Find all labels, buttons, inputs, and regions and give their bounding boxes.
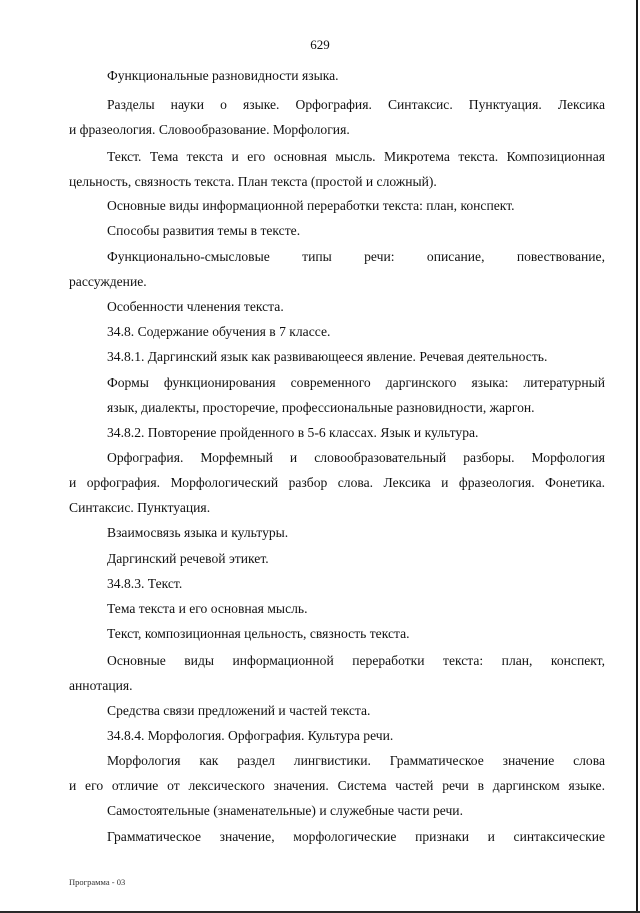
- text-line: аннотация.: [69, 678, 133, 693]
- text-line: Основные виды информационной переработки текста: план, конспект.: [107, 198, 515, 213]
- page-number: 629: [310, 37, 330, 52]
- text-line: и его отличие от лексического значения. Система частей речи в даргинском языке.: [69, 778, 605, 793]
- text-line: 34.8.2. Повторение пройденного в 5-6 классах. Язык и культура.: [107, 425, 479, 440]
- text-line: 34.8.3. Текст.: [107, 576, 183, 591]
- text-line: рассуждение.: [69, 274, 147, 289]
- text-line: Формы функционирования современного даргинского языка: литературный: [107, 375, 605, 390]
- text-line: Средства связи предложений и частей текста.: [107, 703, 371, 718]
- text-line: цельность, связность текста. План текста (простой и сложный).: [69, 174, 437, 189]
- text-line: Текст, композиционная цельность, связность текста.: [107, 626, 410, 641]
- text-line: Даргинский речевой этикет.: [107, 551, 269, 566]
- text-line: 34.8.4. Морфология. Орфография. Культура речи.: [107, 728, 394, 743]
- text-line: язык, диалекты, просторечие, профессиональные разновидности, жаргон.: [107, 400, 535, 415]
- text-line: 34.8. Содержание обучения в 7 классе.: [107, 324, 331, 339]
- text-line: и фразеология. Словообразование. Морфология.: [69, 122, 350, 137]
- text-line: Функциональные разновидности языка.: [107, 68, 339, 83]
- text-line: Функционально-смысловые типы речи: описание, повествование,: [107, 249, 605, 264]
- text-line: Основные виды информационной переработки текста: план, конспект,: [107, 653, 605, 668]
- text-line: Морфология как раздел лингвистики. Грамматическое значение слова: [107, 753, 605, 768]
- text-line: Особенности членения текста.: [107, 299, 284, 314]
- text-line: Грамматическое значение, морфологические признаки и синтаксические: [107, 829, 605, 844]
- text-line: 34.8.1. Даргинский язык как развивающееся явление. Речевая деятельность.: [107, 349, 548, 364]
- text-line: Орфография. Морфемный и словообразовательный разборы. Морфология: [107, 450, 605, 465]
- footer-label: Программа - 03: [69, 877, 126, 887]
- text-line: Тема текста и его основная мысль.: [107, 601, 308, 616]
- text-line: Самостоятельные (знаменательные) и служебные части речи.: [107, 803, 463, 818]
- page-edge-right: [636, 0, 638, 913]
- text-line: Взаимосвязь языка и культуры.: [107, 525, 289, 540]
- text-line: и орфография. Морфологический разбор слова. Лексика и фразеология. Фонетика.: [69, 475, 605, 490]
- text-line: Способы развития темы в тексте.: [107, 223, 301, 238]
- text-line: Текст. Тема текста и его основная мысль. Микротема текста. Композиционная: [107, 149, 605, 164]
- text-line: Синтаксис. Пунктуация.: [69, 500, 211, 515]
- text-line: Разделы науки о языке. Орфография. Синтаксис. Пунктуация. Лексика: [107, 97, 605, 112]
